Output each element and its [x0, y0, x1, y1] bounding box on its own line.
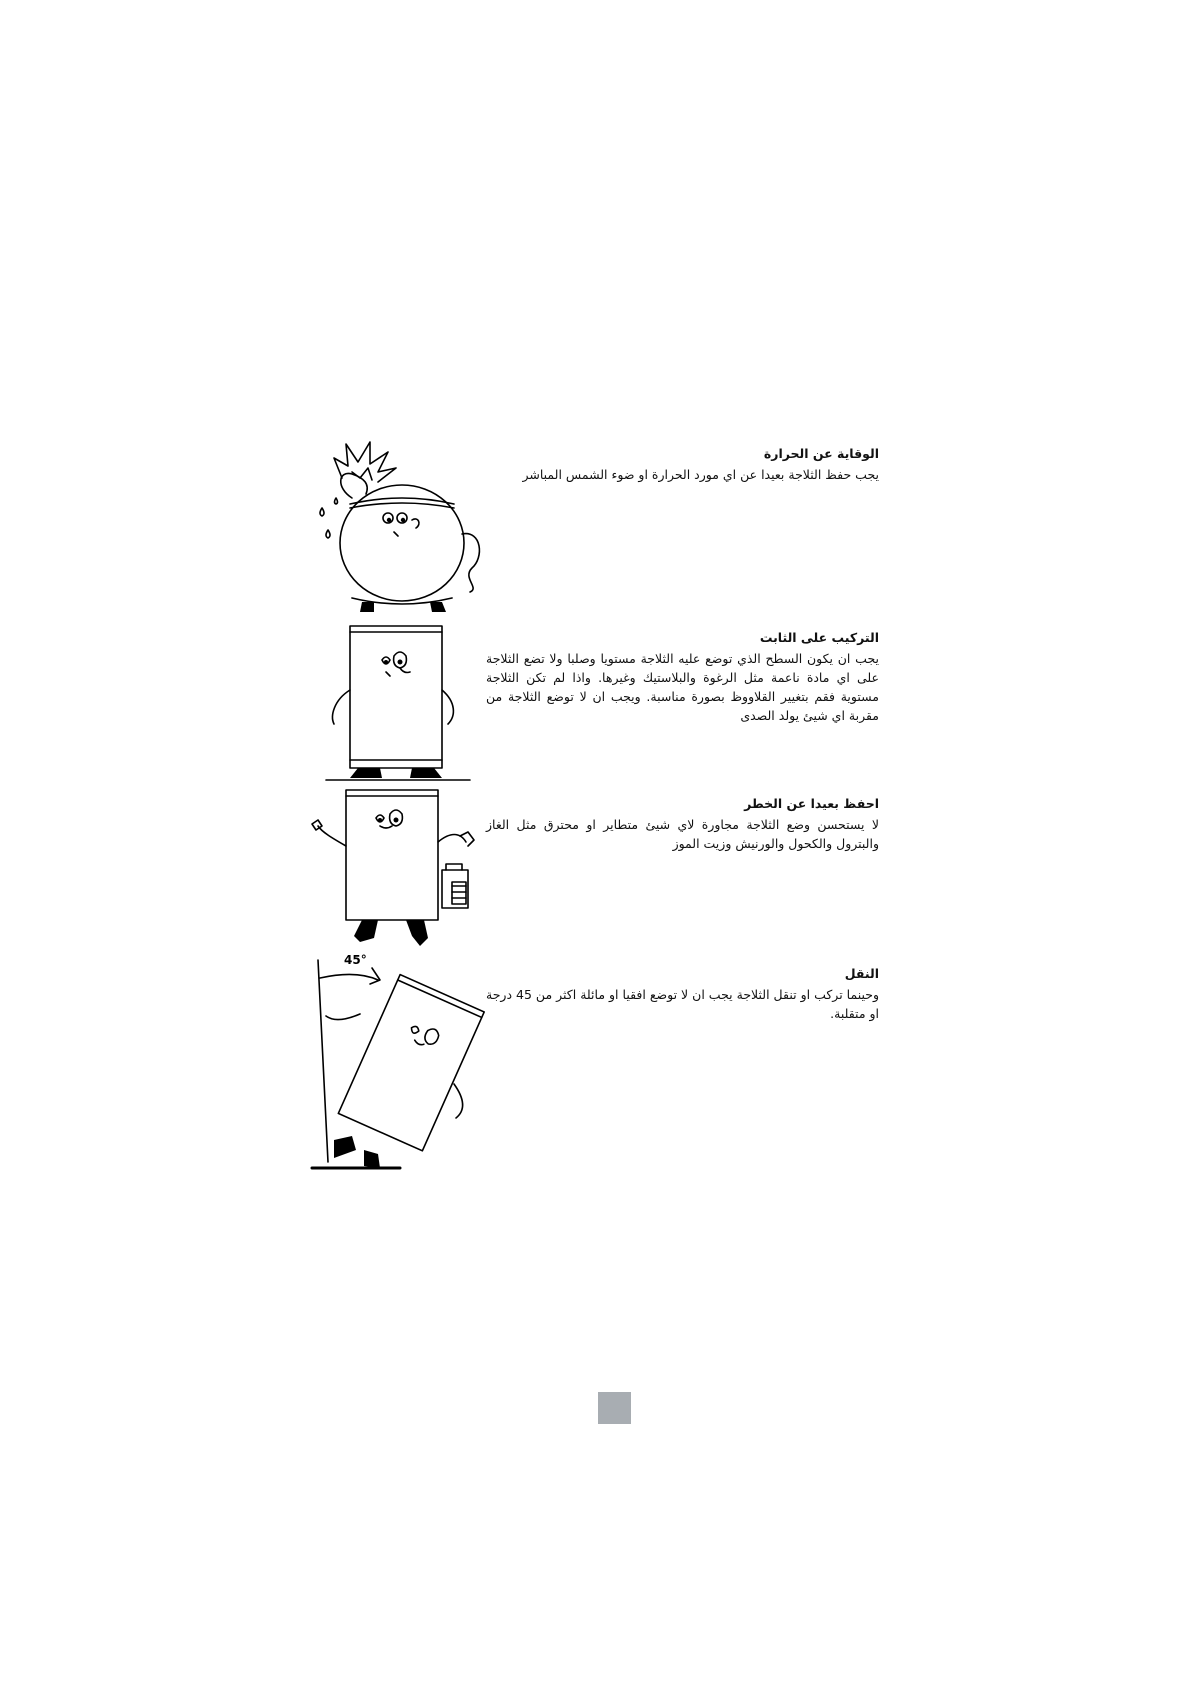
section-title: احفظ بعيدا عن الخطر [744, 796, 879, 811]
fridge-with-fuel-can-icon [310, 786, 480, 956]
section-body: وحينما تركب او تنقل الثلاجة يجب ان لا توضع افقيا او مائلة اكثر من 45 درجة او متقلبة. [486, 987, 879, 1021]
section-heat-protection [486, 446, 879, 484]
illustration-level [320, 620, 480, 790]
section-title: الوقاية عن الحرارة [763, 446, 879, 461]
section-title: النقل [844, 966, 879, 981]
page-marker [598, 1392, 631, 1424]
section-transport [486, 966, 879, 1023]
fridge-standing-level-icon [320, 620, 480, 790]
fridge-sweating-heat-icon [312, 438, 492, 618]
section-level-install [486, 630, 879, 725]
section-body: يجب ان يكون السطح الذي توضع عليه الثلاجة مستويا وصلبا ولا تضع الثلاجة على اي مادة ناعمة مثل الرغوة والبلاستيك وغيرها. واذا لم تكن الثلاجة مستوية فقم بتغيير القلاووظ بصورة مناسبة. ويجب ان لا توضع الثلاجة من مقربة اي شيئ يولد الصدى [486, 651, 879, 723]
section-keep-away-danger [486, 796, 879, 853]
section-title: التركيب على الثابت [759, 630, 879, 645]
section-body: لا يستحسن وضع الثلاجة مجاورة لاي شيئ متطاير او محترق مثل الغاز والبترول والكحول والورنيش وزيت الموز [486, 817, 879, 851]
illustration-danger [310, 786, 480, 956]
tilt-angle-label: 45° [344, 953, 367, 967]
illustration-transport [306, 950, 486, 1180]
fridge-tilted-45-icon [306, 950, 486, 1180]
section-body: يجب حفظ الثلاجة بعيدا عن اي مورد الحرارة او ضوء الشمس المباشر [522, 467, 879, 482]
illustration-heat [312, 438, 492, 618]
